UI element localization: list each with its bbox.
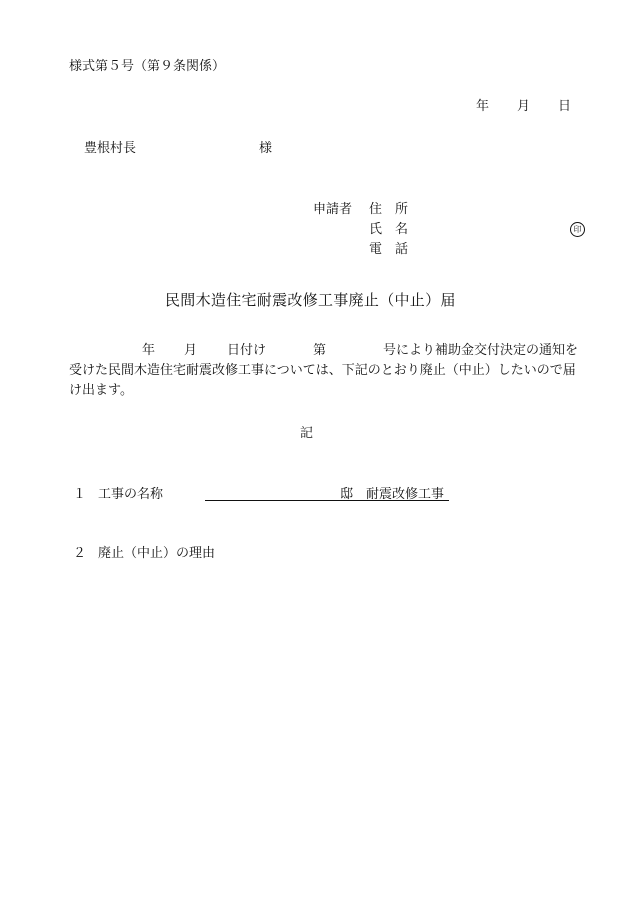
body-month: 月 (184, 343, 198, 358)
date-month-label: 月 (517, 99, 531, 114)
document-title: 民間木造住宅耐震改修工事廃止（中止）届 (165, 291, 456, 309)
name-label: 氏 名 (369, 222, 409, 237)
addressee-name: 豊根村長 (84, 141, 137, 156)
seal-mark: 印 (570, 222, 585, 237)
item-label: 工事の名称 (98, 487, 164, 502)
address-label: 住 所 (369, 202, 409, 217)
body-year: 年 (142, 343, 156, 358)
item-label: 廃止（中止）の理由 (98, 546, 216, 561)
form-number: 様式第５号（第９条関係） (69, 59, 226, 74)
body-number-prefix: 第 (313, 343, 327, 358)
ki-heading: 記 (300, 426, 314, 441)
item-value: 邸 耐震改修工事 (340, 487, 445, 502)
applicant-label: 申請者 (313, 202, 353, 217)
date-day-label: 日 (558, 99, 572, 114)
date-year-label: 年 (476, 99, 490, 114)
item-number: １ (73, 487, 87, 502)
body-day-suffix: 日付け (227, 343, 267, 358)
item-number: ２ (73, 546, 87, 561)
phone-label: 電 話 (369, 242, 409, 257)
addressee-suffix: 様 (259, 141, 273, 156)
body-line2: 受けた民間木造住宅耐震改修工事については、下記のとおり廃止（中止）したいので届 (69, 363, 576, 378)
body-line3: け出ます。 (69, 383, 133, 398)
body-line1-rest: 号により補助金交付決定の通知を (383, 343, 579, 358)
